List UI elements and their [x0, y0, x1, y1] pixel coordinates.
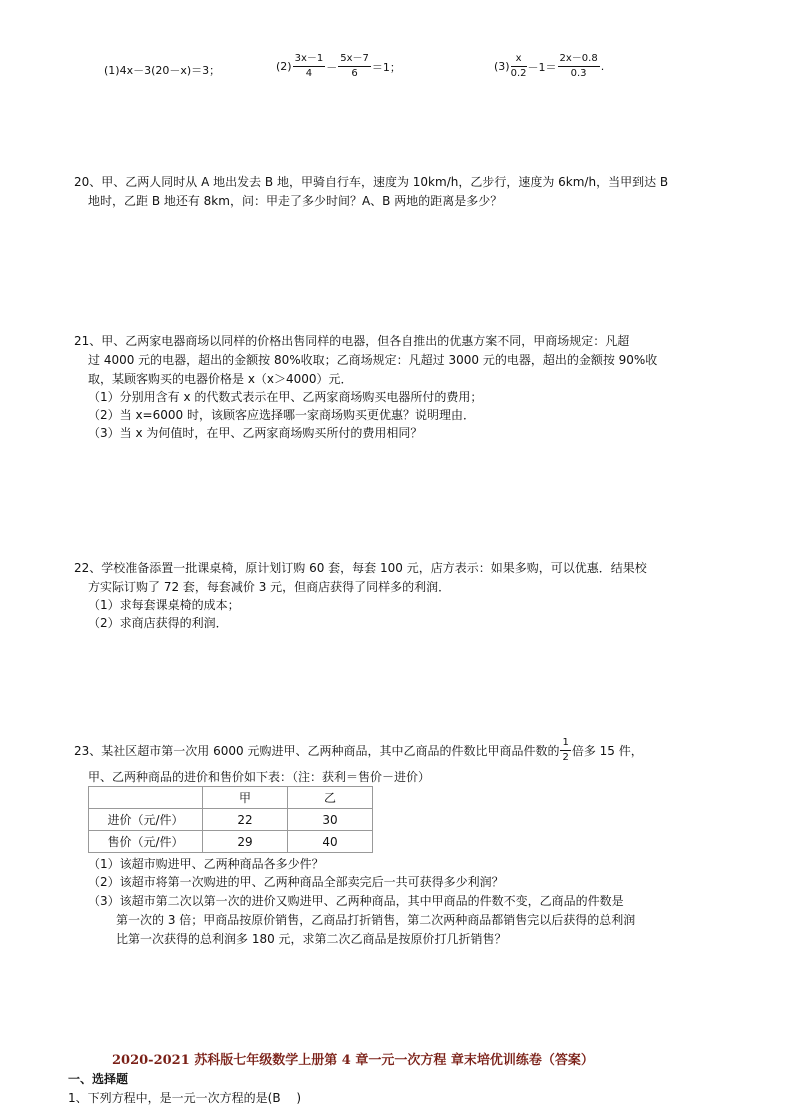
q19-eq3-mid: －1＝: [527, 60, 557, 74]
q19-eq2-frac1: [293, 52, 326, 81]
q23-sub1: （1）该超市购进甲、乙两种商品各多少件？: [88, 857, 324, 871]
q21-line2: 过 4000 元的电器，超出的金额按 80%收取；乙商场规定：凡超过 3000 元的电器，超出的金额按 90%收: [88, 353, 658, 367]
q19-eq3-frac2: [558, 52, 600, 81]
table-cell: 30: [288, 809, 373, 831]
table-row: [89, 809, 373, 831]
q19-eq3-label: (3): [494, 60, 510, 73]
frac-numerator: x: [511, 52, 527, 67]
table-header-cell: 甲: [203, 787, 288, 809]
q23-sub2: （2）该超市将第一次购进的甲、乙两种商品全部卖完后一共可获得多少利润？: [88, 875, 504, 889]
table-cell: 22: [203, 809, 288, 831]
q23-sub3-line1: （3）该超市第二次以第一次的进价又购进甲、乙两种商品，其中甲商品的件数不变，乙商品的件数是: [88, 894, 624, 908]
q23-sub3-line2: 第一次的 3 倍；甲商品按原价销售，乙商品打折销售，第二次两种商品都销售完以后获得的总利润: [116, 913, 636, 927]
answer-1: 1、下列方程中，是一元一次方程的是(B ): [68, 1091, 302, 1105]
table-row: [89, 831, 373, 853]
q23-line2: 甲、乙两种商品的进价和售价如下表：（注：获利＝售价－进价）: [88, 770, 431, 784]
q20-line2: 地时，乙距 B 地还有 8km，问：甲走了多少时间？A、B 两地的距离是多少？: [88, 194, 503, 208]
table-cell: 29: [203, 831, 288, 853]
table-cell: 40: [288, 831, 373, 853]
frac-denominator: 0.2: [510, 68, 527, 79]
q22-sub2: （2）求商店获得的利润．: [88, 616, 228, 630]
q19-eq3: [494, 52, 604, 81]
q22-sub1: （1）求每套课桌椅的成本；: [88, 598, 240, 612]
q22-line1: 22、学校准备添置一批课桌椅，原计划订购 60 套，每套 100 元，店方表示：如果多购，可以优惠．结果校: [74, 561, 647, 575]
table-cell: 售价（元/件）: [89, 831, 203, 853]
q21-sub2: （2）当 x=6000 时，该顾客应选择哪一家商场购买更优惠？说明理由．: [88, 408, 475, 422]
frac-denominator: 2: [562, 752, 569, 763]
q19-eq2-label: (2): [276, 60, 292, 73]
q21-sub3: （3）当 x 为何值时，在甲、乙两家商场购买所付的费用相同？: [88, 426, 423, 440]
q19-eq2-tail: ＝1；: [371, 60, 401, 74]
q19-eq2: [276, 52, 401, 81]
q23-line1-b: 倍多 15 件，: [571, 743, 643, 758]
table-header-row: [89, 787, 373, 809]
q23-half-fraction: [560, 736, 570, 765]
q23-line1: [74, 736, 643, 765]
price-table: [88, 786, 373, 853]
table-header-cell: [89, 787, 203, 809]
q23-line1-a: 23、某社区超市第一次用 6000 元购进甲、乙两种商品，其中乙商品的件数比甲商品件数的: [74, 743, 560, 758]
section-heading: 一、选择题: [68, 1072, 129, 1086]
frac-numerator: 5x－7: [338, 52, 371, 67]
q22-line2: 方实际订购了 72 套，每套减价 3 元，但商店获得了同样多的利润．: [88, 580, 451, 594]
frac-denominator: 0.3: [570, 68, 587, 79]
q21-line3: 取，某顾客购买的电器价格是 x（x＞4000）元．: [88, 372, 353, 386]
answer-title: 2020-2021 苏科版七年级数学上册第 4 章一元一次方程 章末培优训练卷（答案）: [112, 1053, 594, 1068]
q20-line1: 20、甲、乙两人同时从 A 地出发去 B 地，甲骑自行车，速度为 10km/h，乙步行，速度为 6km/h，当甲到达 B: [74, 175, 669, 189]
q19-eq2-frac2: [338, 52, 371, 81]
q19-eq1: (1)4x－3(20－x)＝3；: [104, 64, 221, 77]
q21-sub1: （1）分别用含有 x 的代数式表示在甲、乙两家商场购买电器所付的费用；: [88, 390, 483, 404]
q19-eq2-minus: －: [326, 60, 338, 74]
q19-eq3-tail: .: [600, 60, 605, 73]
table-header-cell: 乙: [288, 787, 373, 809]
frac-denominator: 4: [305, 68, 313, 79]
frac-numerator: 3x－1: [293, 52, 326, 67]
frac-numerator: 1: [560, 736, 570, 751]
q23-sub3-line3: 比第一次获得的总利润多 180 元，求第二次乙商品是按原价打几折销售？: [116, 932, 507, 946]
frac-numerator: 2x－0.8: [558, 52, 600, 67]
q21-line1: 21、甲、乙两家电器商场以同样的价格出售同样的电器，但各自推出的优惠方案不同，甲商场规定：凡超: [74, 334, 630, 348]
q19-eq3-frac1: [511, 52, 527, 81]
frac-denominator: 6: [351, 68, 358, 79]
table-cell: 进价（元/件）: [89, 809, 203, 831]
